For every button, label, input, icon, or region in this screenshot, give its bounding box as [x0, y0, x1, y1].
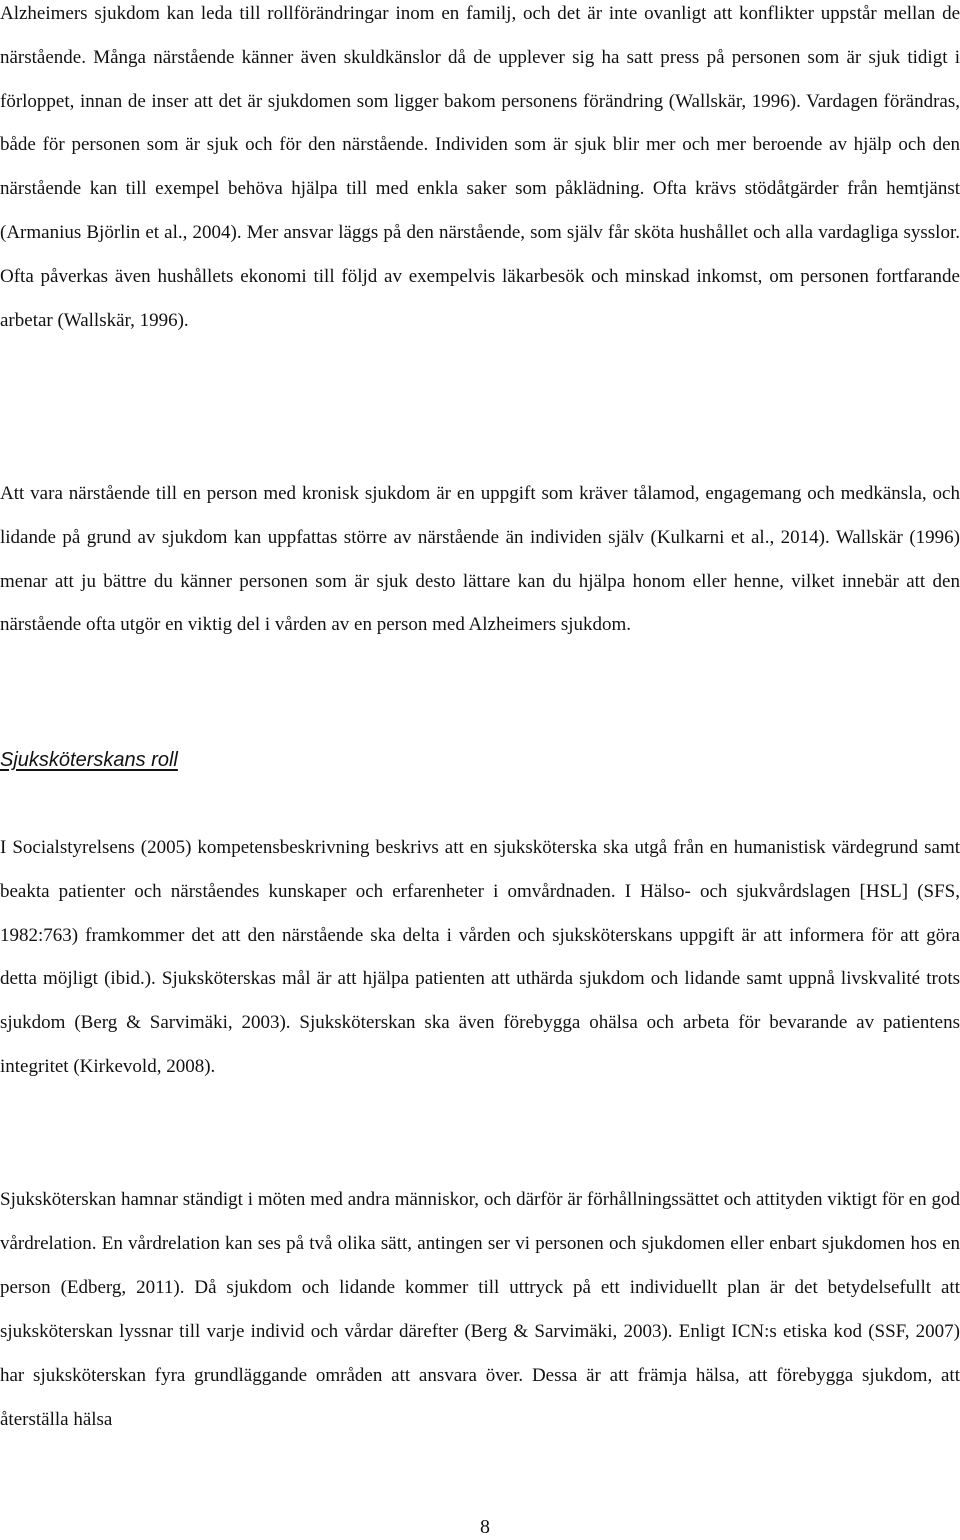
section-heading: Sjuksköterskans roll — [0, 749, 178, 771]
paragraph-family-role-changes: Alzheimers sjukdom kan leda till rollförändringar inom en familj, och det är inte ovanligt att konflikter uppstår mellan de närstående. Många närstående känner även skuldkänslor då de upplever sig ha satt press på personen som är sjuk tidigt i förloppet, innan de inser att det är sjukdomen som ligger bakom personens förändring (Wallskär, 1996). Vardagen förändras, både för personen som är sjuk och för den närstående. Individen som är sjuk blir mer och mer beroende av hjälp och den närstående kan till exempel behöva hjälpa till med enkla saker som påklädning. Ofta krävs stödåtgärder från hemtjänst (Armanius Björlin et al., 2004). Mer ansvar läggs på den närstående, som själv får sköta hushållet och alla vardagliga sysslor. Ofta påverkas även hushållets ekonomi till följd av exempelvis läkarbesök och minskad inkomst, om personen fortfarande arbetar (Wallskär, 1996). — [0, 3, 960, 331]
paragraph-care-relationship: Sjuksköterskan hamnar ständigt i möten med andra människor, och därför är förhållningssättet och attityden viktigt för en god vårdrelation. En vårdrelation kan ses på två olika sätt, antingen ser vi personen och sjukdomen eller enbart sjukdomen hos en person (Edberg, 2011). Då sjukdom och lidande kommer till uttryck på ett individuellt plan är det betydelsefullt att sjuksköterskan lyssnar till varje individ och vårdar därefter (Berg & Sarvimäki, 2003). Enligt ICN:s etiska kod (SSF, 2007) har sjuksköterskan fyra grundläggande områden att ansvara över. Dessa är att främja hälsa, att förebygga sjukdom, att återställa hälsa — [0, 1189, 960, 1430]
paragraph-nurse-competence: I Socialstyrelsens (2005) kompetensbeskrivning beskrivs att en sjuksköterska ska utgå från en humanistisk värdegrund samt beakta patienter och närståendes kunskaper och erfarenheter i omvårdnaden. I Hälso- och sjukvårdslagen [HSL] (SFS, 1982:763) framkommer det att den närstående ska delta i vården och sjuksköterskans uppgift är att informera för att göra detta möjligt (ibid.). Sjuksköterskas mål är att hjälpa patienten att uthärda sjukdom och lidande samt uppnå livskvalité trots sjukdom (Berg & Sarvimäki, 2003). Sjuksköterskan ska även förebygga ohälsa och arbeta för bevarande av patientens integritet (Kirkevold, 2008). — [0, 837, 960, 1077]
paragraph-being-relative: Att vara närstående till en person med kronisk sjukdom är en uppgift som kräver tålamod, engagemang och medkänsla, och lidande på grund av sjukdom kan uppfattas större av närstående än individen själv (Kulkarni et al., 2014). Wallskär (1996) menar att ju bättre du känner personen som är sjuk desto lättare kan du hjälpa honom eller henne, vilket innebär att den närstående ofta utgör en viktig del i vården av en person med Alzheimers sjukdom. — [0, 483, 960, 636]
page-number: 8 — [480, 1516, 490, 1538]
